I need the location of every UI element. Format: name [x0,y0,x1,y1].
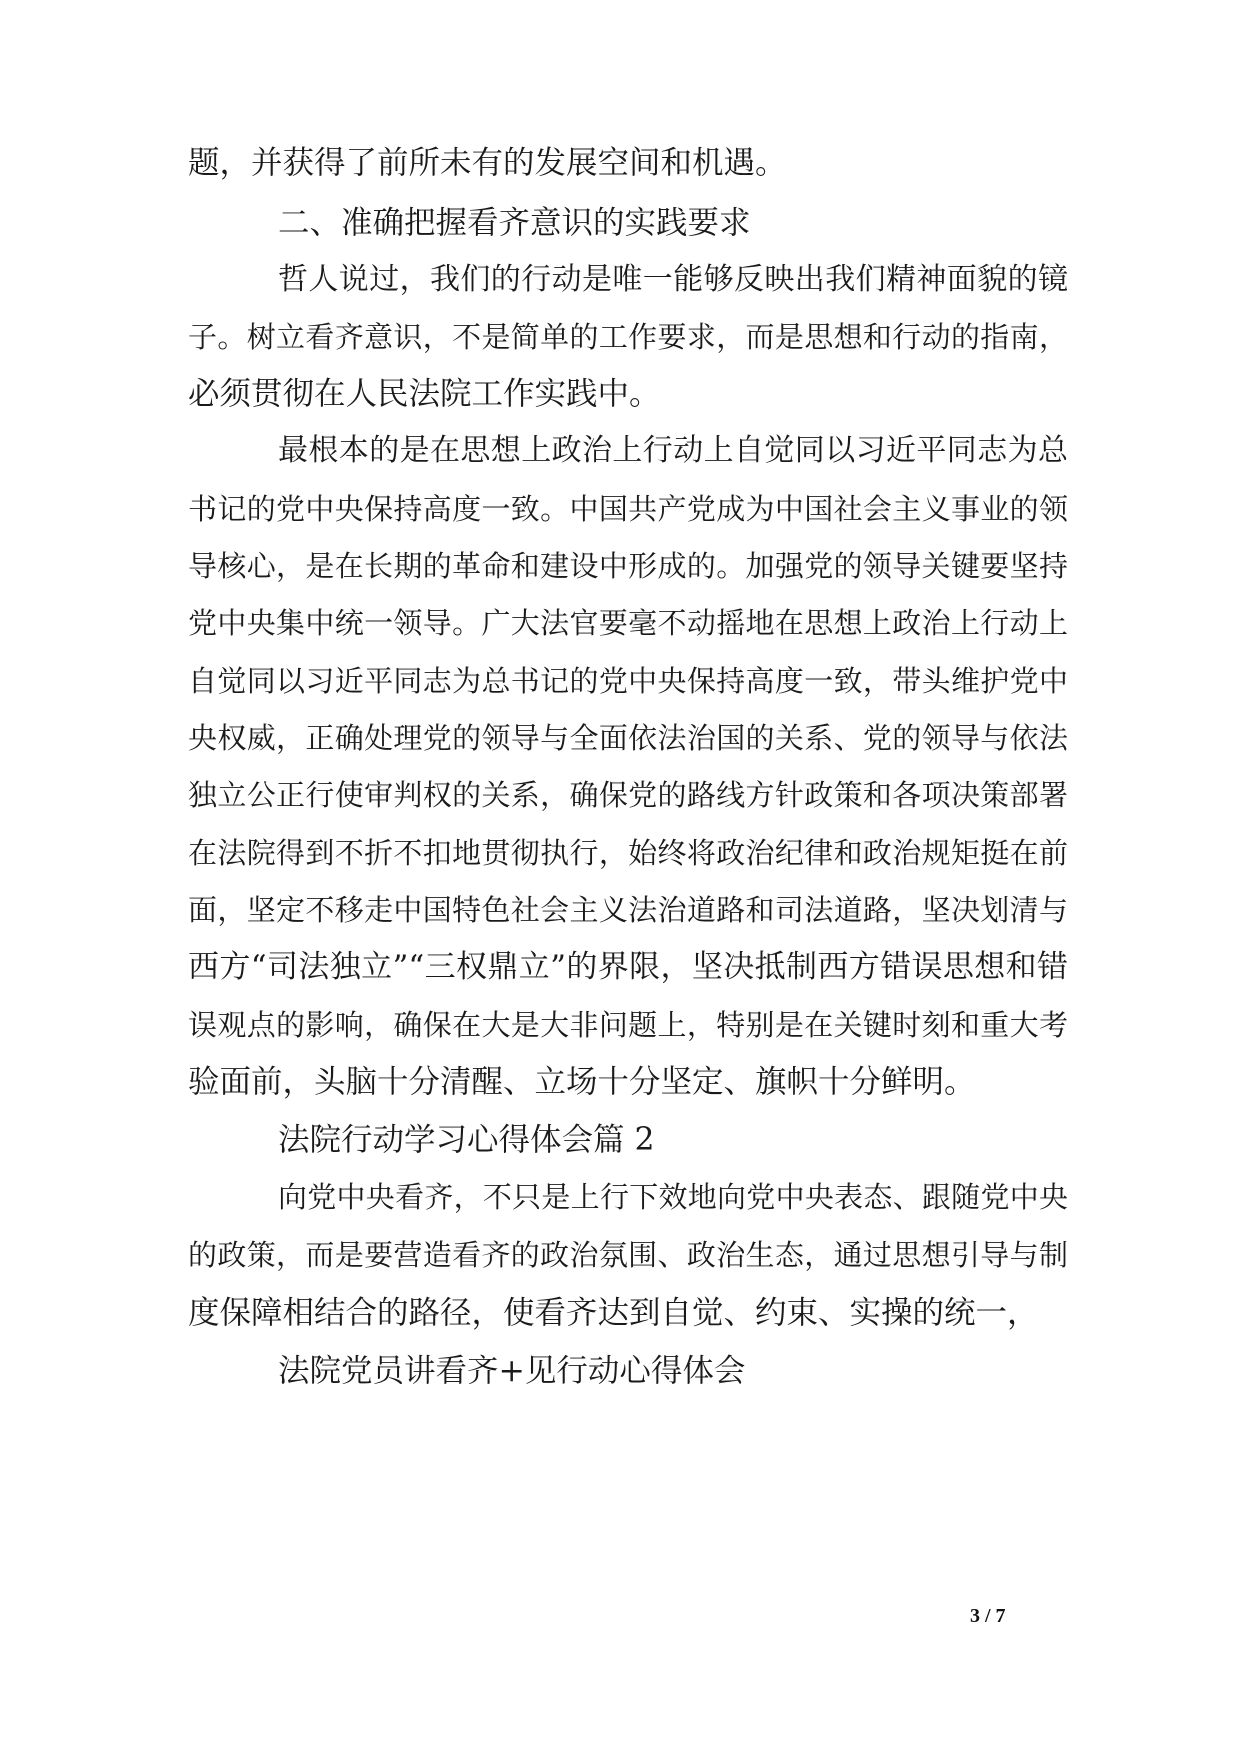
paragraph-line: 面，坚定不移走中国特色社会主义法治道路和司法道路，坚决划清与 [188,893,1068,927]
paragraph-line: 独立公正行使审判权的关系，确保党的路线方针政策和各项决策部署 [188,778,1068,812]
paragraph-line: 题，并获得了前所未有的发展空间和机遇。 [188,145,787,181]
paragraph-line: 党中央集中统一领导。广大法官要毫不动摇地在思想上政治上行动上 [188,606,1068,640]
paragraph-line: 书记的党中央保持高度一致。中国共产党成为中国社会主义事业的领 [188,492,1068,526]
paragraph-line: 央权威，正确处理党的领导与全面依法治国的关系、党的领导与依法 [188,721,1068,755]
paragraph-line: 子。树立看齐意识，不是简单的工作要求，而是思想和行动的指南， [188,320,1068,354]
paragraph-line: 误观点的影响，确保在大是大非问题上，特别是在关键时刻和重大考 [188,1008,1068,1042]
paragraph-line: 度保障相结合的路径，使看齐达到自觉、约束、实操的统一， [188,1295,1039,1331]
paragraph-line: 必须贯彻在人民法院工作实践中。 [188,376,661,412]
section-heading: 法院党员讲看齐+见行动心得体会 [278,1353,746,1389]
paragraph-line: 哲人说过，我们的行动是唯一能够反映出我们精神面貌的镜 [278,262,1068,297]
paragraph-line: 验面前，头脑十分清醒、立场十分坚定、旗帜十分鲜明。 [188,1064,976,1100]
page-number: 3 / 7 [970,1605,1006,1627]
paragraph-line: 自觉同以习近平同志为总书记的党中央保持高度一致，带头维护党中 [188,664,1068,698]
section-heading: 二、准确把握看齐意识的实践要求 [278,205,751,241]
paragraph-line: 西方“司法独立”“三权鼎立”的界限，坚决抵制西方错误思想和错 [188,949,1068,985]
section-heading: 法院行动学习心得体会篇 2 [278,1122,655,1158]
paragraph-line: 向党中央看齐，不只是上行下效地向党中央表态、跟随党中央 [278,1180,1068,1214]
paragraph-line: 在法院得到不折不扣地贯彻执行，始终将政治纪律和政治规矩挺在前 [188,836,1068,870]
paragraph-line: 的政策，而是要营造看齐的政治氛围、政治生态，通过思想引导与制 [188,1238,1068,1272]
paragraph-line: 最根本的是在思想上政治上行动上自觉同以习近平同志为总 [278,433,1068,468]
paragraph-line: 导核心，是在长期的革命和建设中形成的。加强党的领导关键要坚持 [188,549,1068,583]
